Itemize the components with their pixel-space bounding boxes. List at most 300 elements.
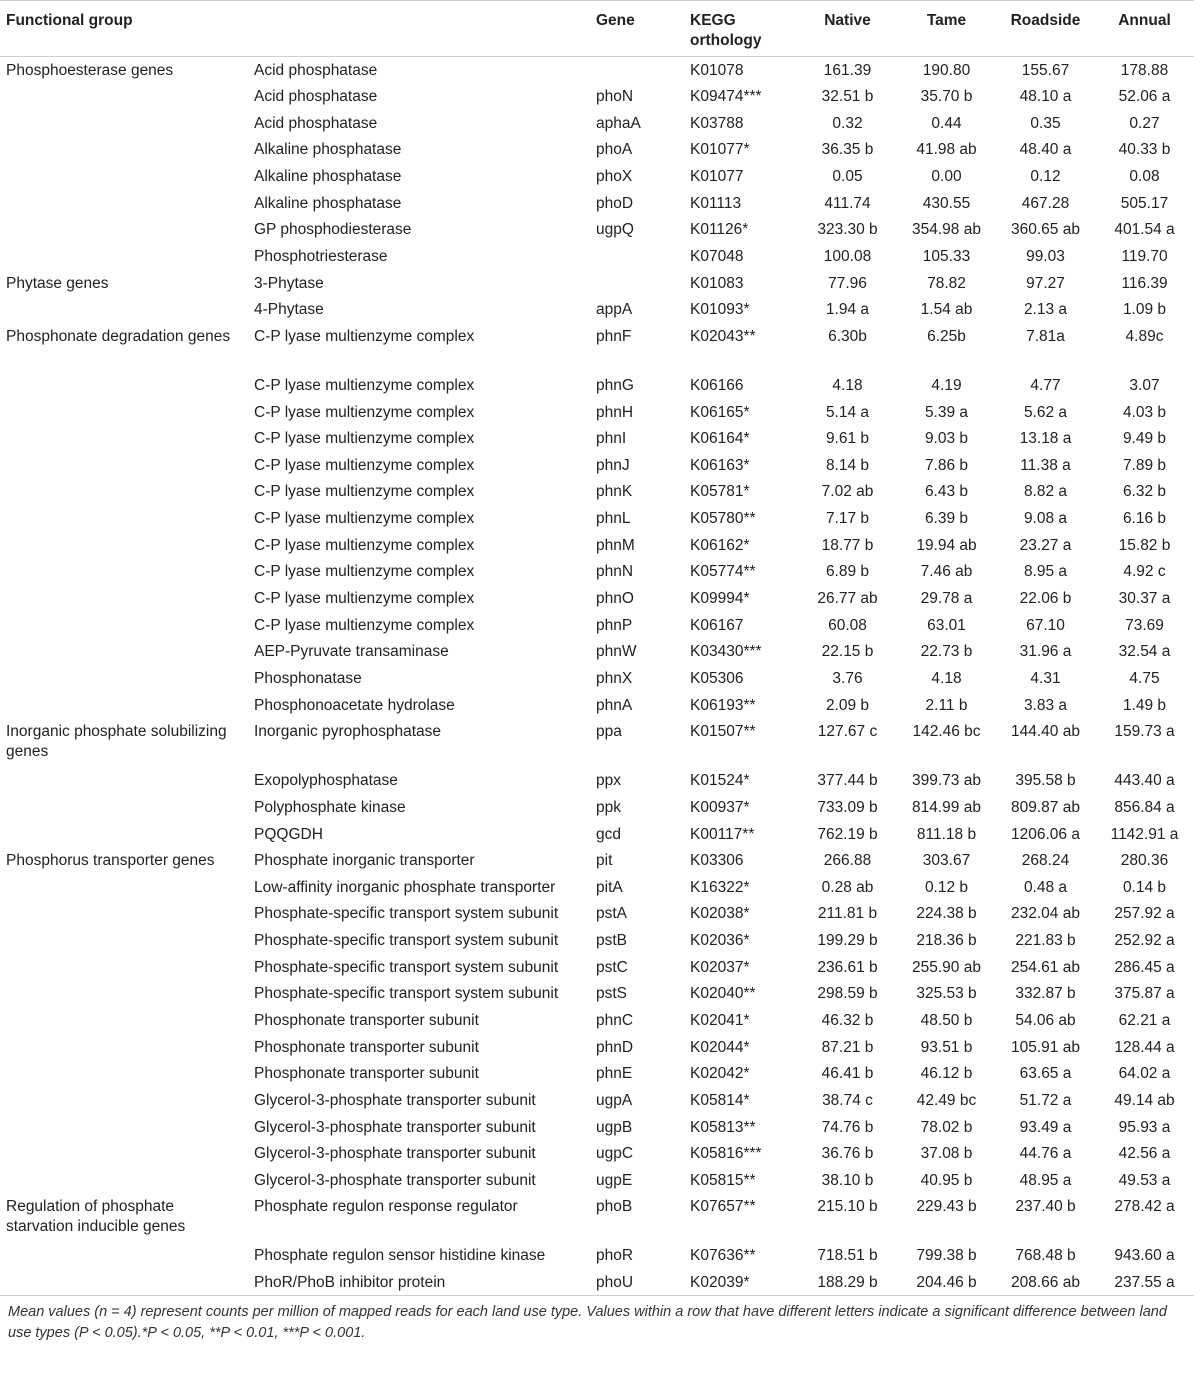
enzyme-name-cell: Phosphate regulon sensor histidine kinase: [254, 1247, 546, 1265]
enzyme-name-cell: C-P lyase multienzyme complex: [254, 510, 475, 528]
native-value-cell: 77.96: [828, 274, 867, 292]
enzyme-name-cell: Phosphonate transporter subunit: [254, 1038, 479, 1056]
roadside-value-cell: 48.10 a: [1019, 88, 1072, 106]
tame-value-cell: 0.00: [931, 168, 962, 186]
annual-value-cell: 286.45 a: [1114, 958, 1175, 976]
enzyme-name-cell: 3-Phytase: [254, 274, 324, 292]
kegg-cell: K05780**: [690, 510, 756, 528]
functional-group-cell: [0, 558, 248, 585]
enzyme-name-cell: Glycerol-3-phosphate transporter subunit: [254, 1171, 536, 1189]
functional-group-cell: [0, 794, 248, 821]
enzyme-name-cell: Alkaline phosphatase: [254, 168, 402, 186]
native-value-cell: 36.76 b: [821, 1145, 874, 1163]
annual-value-cell: 237.55 a: [1095, 1269, 1194, 1296]
header-annual: Annual: [1095, 1, 1194, 57]
table-row: [0, 110, 1194, 137]
functional-group-cell: [0, 927, 248, 954]
table-row: [0, 399, 1194, 426]
annual-value-cell: 257.92 a: [1114, 905, 1175, 923]
gene-cell: ppx: [596, 772, 621, 790]
table-row: [0, 478, 1194, 505]
native-value-cell: 215.10 b: [817, 1198, 878, 1216]
table-body: [0, 57, 1194, 1296]
annual-value-cell: 505.17: [1120, 194, 1169, 212]
gene-cell: pstC: [596, 958, 628, 976]
functional-group-cell: [0, 1242, 248, 1269]
annual-value-cell: 4.92 c: [1123, 563, 1166, 581]
table-row: [0, 585, 1194, 612]
kegg-cell: K07636**: [690, 1247, 756, 1265]
enzyme-name-cell: Phosphate inorganic transporter: [254, 852, 475, 870]
enzyme-name-cell: Glycerol-3-phosphate transporter subunit: [254, 1091, 536, 1109]
gene-cell: phnP: [596, 616, 633, 634]
tame-value-cell: 399.73 ab: [912, 772, 981, 790]
kegg-cell: K02043**: [690, 327, 756, 345]
gene-cell: aphaA: [596, 114, 641, 132]
functional-group-cell: [0, 1060, 248, 1087]
annual-value-cell: 49.14 ab: [1114, 1091, 1175, 1109]
functional-group-cell: [0, 1087, 248, 1114]
functional-group-cell: [0, 216, 248, 243]
table-row: [0, 163, 1194, 190]
header-roadside: Roadside: [996, 1, 1095, 57]
native-value-cell: 2.09 b: [825, 696, 870, 714]
roadside-value-cell: 11.38 a: [1020, 456, 1071, 474]
tame-value-cell: 142.46 bc: [912, 723, 981, 741]
header-native: Native: [798, 1, 897, 57]
table-row: [0, 638, 1194, 665]
kegg-cell: K02036*: [690, 932, 750, 950]
header-tame: Tame: [897, 1, 996, 57]
table-row: [0, 1087, 1194, 1114]
table-row: [0, 718, 1194, 767]
tame-value-cell: 40.95 b: [920, 1171, 973, 1189]
tame-value-cell: 105.33: [922, 247, 971, 265]
functional-group-cell: Phosphorus transporter genes: [6, 852, 215, 870]
roadside-value-cell: 51.72 a: [1019, 1091, 1072, 1109]
functional-group-cell: [0, 1140, 248, 1167]
gene-cell: phoX: [596, 168, 633, 186]
annual-value-cell: 943.60 a: [1114, 1247, 1175, 1265]
kegg-cell: K07657**: [690, 1198, 756, 1216]
roadside-value-cell: 9.08 a: [1023, 510, 1068, 528]
gene-cell: phnD: [596, 1038, 634, 1056]
functional-group-cell: Phosphoesterase genes: [6, 62, 174, 79]
table-row: [0, 243, 1194, 270]
enzyme-name-cell: C-P lyase multienzyme complex: [254, 536, 475, 554]
table-row: [0, 927, 1194, 954]
header-gene: Gene: [590, 1, 688, 57]
tame-value-cell: 814.99 ab: [912, 798, 981, 816]
roadside-value-cell: 809.87 ab: [1011, 798, 1080, 816]
annual-value-cell: 3.07: [1129, 376, 1160, 394]
table-row: [0, 558, 1194, 585]
annual-value-cell: 64.02 a: [1118, 1065, 1171, 1083]
functional-group-cell: [0, 425, 248, 452]
roadside-value-cell: 54.06 ab: [1015, 1012, 1076, 1029]
kegg-cell: K01078: [690, 62, 744, 79]
tame-value-cell: 799.38 b: [916, 1247, 977, 1265]
functional-group-cell: [0, 1269, 248, 1296]
gene-cell: ugpQ: [596, 221, 634, 239]
native-value-cell: 236.61 b: [817, 958, 878, 976]
enzyme-name-cell: Low-affinity inorganic phosphate transporter: [254, 878, 556, 896]
enzyme-name-cell: C-P lyase multienzyme complex: [254, 483, 475, 501]
kegg-cell: K01093*: [690, 301, 750, 319]
tame-value-cell: 42.49 bc: [916, 1091, 977, 1109]
gene-cell: pstA: [596, 905, 628, 923]
tame-value-cell: 6.25b: [927, 327, 966, 345]
roadside-value-cell: 208.66 ab: [996, 1269, 1095, 1296]
roadside-value-cell: 155.67: [1021, 62, 1070, 79]
native-value-cell: 733.09 b: [817, 798, 878, 816]
native-value-cell: 5.14 a: [825, 403, 870, 421]
functional-group-cell: Regulation of phosphate starvation inducible genes: [6, 1198, 186, 1236]
table-row: [0, 270, 1194, 297]
gene-cell: ppa: [596, 723, 622, 741]
enzyme-name-cell: Phosphonoacetate hydrolase: [254, 696, 455, 714]
functional-group-cell: [0, 110, 248, 137]
table-row: [0, 821, 1194, 848]
functional-group-cell: [0, 505, 248, 532]
table-row: [0, 1007, 1194, 1034]
tame-value-cell: 4.18: [931, 669, 962, 687]
annual-value-cell: 252.92 a: [1114, 932, 1175, 950]
functional-group-cell: [0, 638, 248, 665]
native-value-cell: 718.51 b: [817, 1247, 878, 1265]
tame-value-cell: 303.67: [922, 852, 971, 870]
kegg-cell: K01507**: [690, 723, 756, 741]
table-row: [0, 900, 1194, 927]
kegg-cell: K06166: [690, 376, 744, 394]
functional-group-cell: [0, 1034, 248, 1061]
gene-cell: gcd: [596, 825, 621, 843]
kegg-cell: K01113: [690, 194, 742, 212]
functional-group-cell: [0, 136, 248, 163]
gene-cell: ugpE: [596, 1171, 633, 1189]
enzyme-name-cell: Alkaline phosphatase: [254, 194, 402, 212]
annual-value-cell: 856.84 a: [1114, 798, 1175, 816]
roadside-value-cell: 768.48 b: [1015, 1247, 1076, 1265]
header-kegg-orthology: KEGG orthology: [688, 1, 798, 57]
annual-value-cell: 178.88: [1120, 62, 1169, 79]
roadside-value-cell: 467.28: [1021, 194, 1070, 212]
kegg-cell: K06163*: [690, 456, 750, 474]
functional-group-cell: [0, 1007, 248, 1034]
native-value-cell: 38.10 b: [821, 1171, 874, 1189]
kegg-cell: K05306: [690, 669, 744, 687]
annual-value-cell: 9.49 b: [1122, 430, 1167, 448]
annual-value-cell: 7.89 b: [1122, 456, 1167, 474]
native-value-cell: 377.44 b: [817, 772, 878, 790]
enzyme-name-cell: Acid phosphatase: [254, 114, 378, 132]
enzyme-name-cell: C-P lyase multienzyme complex: [254, 327, 475, 345]
tame-value-cell: 37.08 b: [920, 1145, 973, 1163]
tame-value-cell: 22.73 b: [920, 643, 973, 661]
native-value-cell: 161.39: [823, 62, 872, 79]
native-value-cell: 298.59 b: [817, 985, 878, 1003]
roadside-value-cell: 237.40 b: [1015, 1198, 1076, 1216]
annual-value-cell: 278.42 a: [1114, 1198, 1175, 1216]
tame-value-cell: 190.80: [922, 62, 971, 79]
gene-cell: pit: [596, 852, 613, 870]
native-value-cell: 3.76: [832, 669, 863, 687]
annual-value-cell: 375.87 a: [1114, 985, 1175, 1003]
table-row: [0, 1269, 1194, 1296]
gene-cell: phnL: [596, 510, 631, 528]
kegg-cell: K02038*: [690, 905, 750, 923]
table-row: [0, 980, 1194, 1007]
table-row: [0, 665, 1194, 692]
functional-group-cell: [0, 1167, 248, 1194]
enzyme-name-cell: Acid phosphatase: [254, 62, 378, 79]
tame-value-cell: 46.12 b: [920, 1065, 973, 1083]
enzyme-name-cell: Glycerol-3-phosphate transporter subunit: [254, 1118, 536, 1136]
table-row: [0, 847, 1194, 874]
tame-value-cell: 6.43 b: [924, 483, 969, 501]
functional-group-cell: [0, 874, 248, 901]
kegg-cell: K05814*: [690, 1091, 750, 1109]
annual-value-cell: 0.08: [1129, 168, 1160, 186]
annual-value-cell: 116.39: [1121, 274, 1168, 292]
table-row: [0, 1242, 1194, 1269]
kegg-cell: K02044*: [690, 1038, 750, 1056]
annual-value-cell: 280.36: [1120, 852, 1169, 870]
enzyme-name-cell: Acid phosphatase: [254, 88, 378, 106]
tame-value-cell: 7.46 ab: [920, 563, 973, 581]
annual-value-cell: 128.44 a: [1114, 1038, 1175, 1056]
enzyme-name-cell: Phosphotriesterase: [254, 247, 388, 265]
annual-value-cell: 6.16 b: [1122, 510, 1167, 528]
annual-value-cell: 0.27: [1129, 114, 1160, 132]
roadside-value-cell: 31.96 a: [1019, 643, 1072, 661]
roadside-value-cell: 5.62 a: [1023, 403, 1068, 421]
tame-value-cell: 9.03 b: [924, 430, 969, 448]
gene-cell: ugpA: [596, 1091, 633, 1109]
table-row: [0, 954, 1194, 981]
gene-cell: phnM: [596, 536, 635, 554]
table-row: [0, 692, 1194, 719]
tame-value-cell: 2.11 b: [925, 696, 968, 714]
tame-value-cell: 7.86 b: [924, 456, 969, 474]
enzyme-name-cell: Phosphate-specific transport system subunit: [254, 958, 559, 976]
table-row: [0, 216, 1194, 243]
native-value-cell: 4.18: [832, 376, 863, 394]
annual-value-cell: 42.56 a: [1118, 1145, 1171, 1163]
enzyme-name-cell: Phosphonate transporter subunit: [254, 1065, 479, 1083]
functional-group-cell: [0, 83, 248, 110]
roadside-value-cell: 4.77: [1030, 376, 1061, 394]
gene-cell: [590, 57, 688, 84]
roadside-value-cell: 8.82 a: [1023, 483, 1068, 501]
enzyme-name-cell: PQQGDH: [254, 825, 323, 843]
kegg-cell: K05816***: [690, 1145, 762, 1163]
native-value-cell: 74.76 b: [821, 1118, 874, 1136]
enzyme-name-cell: C-P lyase multienzyme complex: [254, 430, 475, 448]
roadside-value-cell: 0.12: [1030, 168, 1061, 186]
kegg-cell: K16322*: [690, 878, 750, 896]
kegg-cell: K06165*: [690, 403, 750, 421]
native-value-cell: 22.15 b: [821, 643, 874, 661]
roadside-value-cell: 3.83 a: [1023, 696, 1068, 714]
annual-value-cell: 4.03 b: [1122, 403, 1167, 421]
roadside-value-cell: 332.87 b: [1015, 985, 1076, 1003]
functional-group-cell: [0, 372, 248, 399]
gene-cell: ppk: [596, 798, 621, 816]
annual-value-cell: 4.89c: [1125, 327, 1164, 345]
functional-group-cell: [0, 612, 248, 639]
table-row: [0, 83, 1194, 110]
enzyme-name-cell: Exopolyphosphatase: [254, 772, 398, 790]
tame-value-cell: 204.46 b: [897, 1269, 996, 1296]
roadside-value-cell: 232.04 ab: [1011, 905, 1080, 923]
kegg-cell: K01077: [690, 168, 744, 186]
roadside-value-cell: 8.95 a: [1023, 563, 1068, 581]
tame-value-cell: 224.38 b: [916, 905, 977, 923]
gene-cell: ugpC: [596, 1145, 634, 1163]
functional-group-cell: [0, 980, 248, 1007]
native-value-cell: 6.89 b: [825, 563, 870, 581]
annual-value-cell: 73.69: [1125, 616, 1164, 634]
native-value-cell: 0.32: [832, 114, 863, 132]
enzyme-name-cell: Polyphosphate kinase: [254, 798, 406, 816]
native-value-cell: 127.67 c: [817, 723, 878, 741]
native-value-cell: 32.51 b: [821, 88, 874, 106]
tame-value-cell: 0.44: [931, 114, 962, 132]
gene-cell: phnW: [596, 643, 637, 661]
annual-value-cell: 1142.91 a: [1110, 825, 1179, 843]
kegg-cell: K07048: [690, 247, 744, 265]
tame-value-cell: 41.98 ab: [916, 141, 977, 159]
gene-cell: phnE: [596, 1065, 633, 1083]
functional-group-cell: [0, 665, 248, 692]
table-row: [0, 612, 1194, 639]
annual-value-cell: 30.37 a: [1118, 590, 1171, 608]
gene-cell: phnA: [596, 696, 633, 714]
native-value-cell: 7.02 ab: [821, 483, 874, 501]
gene-cell: phnJ: [596, 456, 630, 474]
tame-value-cell: 229.43 b: [916, 1198, 977, 1216]
functional-group-cell: [0, 296, 248, 323]
table-row: [0, 1060, 1194, 1087]
header-row: [0, 1, 1194, 57]
tame-value-cell: 255.90 ab: [912, 958, 981, 976]
functional-group-cell: [0, 190, 248, 217]
gene-cell: phnX: [596, 669, 633, 687]
native-value-cell: 7.17 b: [825, 510, 870, 528]
gene-cell: pstB: [596, 932, 628, 950]
gene-cell: phnI: [596, 430, 627, 448]
roadside-value-cell: 23.27 a: [1019, 536, 1072, 554]
annual-value-cell: 32.54 a: [1118, 643, 1171, 661]
gene-cell: phoU: [590, 1269, 688, 1296]
kegg-cell: K02037*: [690, 958, 750, 976]
roadside-value-cell: 0.35: [1030, 114, 1061, 132]
roadside-value-cell: 99.03: [1026, 247, 1065, 265]
tame-value-cell: 1.54 ab: [920, 301, 973, 319]
gene-cell: pitA: [596, 878, 623, 896]
gene-cell: phnF: [596, 327, 632, 345]
native-value-cell: 60.08: [828, 616, 867, 634]
gene-cell: phoD: [596, 194, 634, 212]
tame-value-cell: 4.19: [931, 376, 962, 394]
enzyme-name-cell: Inorganic pyrophosphatase: [254, 723, 441, 741]
enzyme-name-cell: Phosphate-specific transport system subunit: [254, 985, 559, 1003]
enzyme-name-cell: AEP-Pyruvate transaminase: [254, 643, 449, 661]
native-value-cell: 18.77 b: [821, 536, 874, 554]
native-value-cell: 6.30b: [828, 327, 867, 345]
roadside-value-cell: 22.06 b: [1019, 590, 1072, 608]
annual-value-cell: 0.14 b: [1122, 878, 1167, 896]
table-row: [0, 505, 1194, 532]
functional-group-cell: [0, 399, 248, 426]
table-row: [0, 1140, 1194, 1167]
tame-value-cell: 63.01: [927, 616, 966, 634]
tame-value-cell: 93.51 b: [920, 1038, 973, 1056]
roadside-value-cell: 395.58 b: [1015, 772, 1076, 790]
kegg-cell: K09994*: [690, 590, 750, 608]
gene-cell: phnK: [596, 483, 633, 501]
table-row: [0, 136, 1194, 163]
annual-value-cell: 119.70: [1121, 247, 1168, 265]
roadside-value-cell: 268.24: [1021, 852, 1070, 870]
gene-cell: ugpB: [596, 1118, 633, 1136]
header-enzyme-name: [248, 1, 590, 57]
kegg-cell: K06167: [690, 616, 744, 634]
native-value-cell: 36.35 b: [821, 141, 874, 159]
annual-value-cell: 49.53 a: [1118, 1171, 1171, 1189]
annual-value-cell: 4.75: [1129, 669, 1160, 687]
tame-value-cell: 19.94 ab: [916, 536, 977, 554]
functional-group-cell: [0, 478, 248, 505]
tame-value-cell: 6.39 b: [924, 510, 969, 528]
functional-group-cell: Phytase genes: [6, 274, 109, 292]
gene-cell: phnC: [596, 1012, 634, 1029]
kegg-cell: K03430***: [690, 643, 762, 661]
kegg-cell: K01524*: [690, 772, 750, 790]
native-value-cell: 0.28 ab: [821, 878, 874, 896]
table-row: [0, 1167, 1194, 1194]
tame-value-cell: 78.02 b: [920, 1118, 973, 1136]
kegg-cell: K01077*: [690, 141, 750, 159]
tame-value-cell: 5.39 a: [924, 403, 969, 421]
enzyme-name-cell: 4-Phytase: [254, 301, 324, 319]
roadside-value-cell: 254.61 ab: [1011, 958, 1080, 976]
enzyme-name-cell: C-P lyase multienzyme complex: [254, 456, 475, 474]
enzyme-name-cell: PhoR/PhoB inhibitor protein: [248, 1269, 590, 1296]
roadside-value-cell: 63.65 a: [1019, 1065, 1072, 1083]
annual-value-cell: 401.54 a: [1114, 221, 1175, 239]
tame-value-cell: 218.36 b: [916, 932, 977, 950]
enzyme-name-cell: GP phosphodiesterase: [254, 221, 412, 239]
native-value-cell: 9.61 b: [825, 430, 870, 448]
kegg-cell: K03788: [690, 114, 744, 132]
native-value-cell: 26.77 ab: [817, 590, 878, 608]
roadside-value-cell: 13.18 a: [1019, 430, 1072, 448]
tame-value-cell: 0.12 b: [924, 878, 969, 896]
kegg-cell: K09474***: [690, 88, 762, 106]
kegg-cell: K01083: [690, 274, 744, 292]
annual-value-cell: 62.21 a: [1118, 1012, 1171, 1029]
roadside-value-cell: 93.49 a: [1019, 1118, 1072, 1136]
enzyme-name-cell: C-P lyase multienzyme complex: [254, 616, 475, 634]
native-value-cell: 411.74: [824, 194, 871, 212]
kegg-cell: K05781*: [690, 483, 750, 501]
functional-group-cell: [0, 585, 248, 612]
functional-group-cell: [0, 532, 248, 559]
roadside-value-cell: 48.95 a: [1019, 1171, 1072, 1189]
table-row: [0, 532, 1194, 559]
